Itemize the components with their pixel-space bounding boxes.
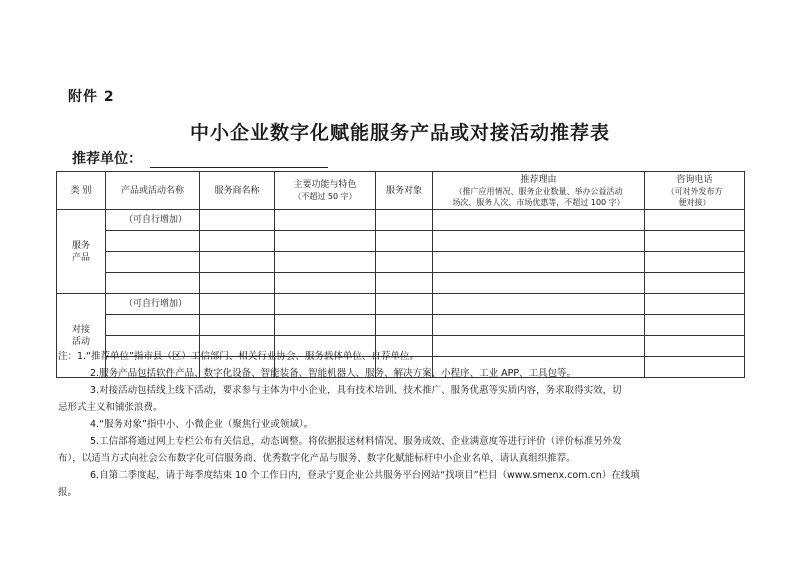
note-5: 5.工信部将通过网上专栏公布有关信息，动态调整。将依据报送材料情况、服务成效、企业满意度等进行评价（评价标准另外发 xyxy=(90,436,622,447)
table-cell[interactable] xyxy=(106,231,200,252)
note-5-continued: 布），以适当方式向社会公布数字化可信服务商、优秀数字化产品与服务、数字化赋能标杆中小企业名单，请认真组织推荐。 xyxy=(58,453,576,464)
table-cell[interactable] xyxy=(645,273,745,294)
note-6-continued: 报。 xyxy=(58,487,78,498)
notes-section xyxy=(58,348,748,501)
note-6: 6.自第二季度起，请于每季度结束 10 个工作日内，登录宁夏企业公共服务平台网站“找项目”栏目（www.smenx.com.cn）在线填 xyxy=(90,470,640,481)
table-cell[interactable] xyxy=(275,252,376,273)
recommendation-table xyxy=(56,171,745,378)
recommending-unit-label: 推荐单位： xyxy=(72,151,142,167)
recommending-unit-field[interactable] xyxy=(150,167,328,168)
table-cell[interactable] xyxy=(275,231,376,252)
table-cell[interactable] xyxy=(200,315,275,336)
table-cell[interactable] xyxy=(200,273,275,294)
table-cell[interactable] xyxy=(275,294,376,315)
table-cell[interactable] xyxy=(645,252,745,273)
table-row xyxy=(57,294,745,315)
table-cell[interactable] xyxy=(275,273,376,294)
table-row xyxy=(57,231,745,252)
header-features-sub: （不超过 50 字） xyxy=(293,192,357,201)
header-reason xyxy=(433,172,645,210)
add-row-hint: （可自行增加） xyxy=(106,210,200,231)
header-target: 服务对象 xyxy=(376,172,433,210)
note-3-continued: 忌形式主义和铺张浪费。 xyxy=(58,402,163,413)
table-cell[interactable] xyxy=(645,294,745,315)
table-row xyxy=(57,315,745,336)
table-cell[interactable] xyxy=(433,252,645,273)
table-cell[interactable] xyxy=(106,315,200,336)
add-row-hint: （可自行增加） xyxy=(106,294,200,315)
table-cell[interactable] xyxy=(433,231,645,252)
table-cell[interactable] xyxy=(376,294,433,315)
section-service-products xyxy=(57,210,106,294)
table-cell[interactable] xyxy=(275,210,376,231)
table-row xyxy=(57,252,745,273)
section-label-line1: 服务 xyxy=(71,240,90,251)
header-contact-main: 咨询电话 xyxy=(676,174,713,185)
header-provider-name: 服务商名称 xyxy=(200,172,275,210)
header-features-main: 主要功能与特色 xyxy=(293,180,357,190)
table-cell[interactable] xyxy=(376,273,433,294)
section-label-line2: 活动 xyxy=(71,336,90,347)
table-header-row xyxy=(57,172,745,210)
note-2: 2.服务产品包括软件产品、数字化设备、智能装备、智能机器人、服务、解决方案、小程序、工业 APP、工具包等。 xyxy=(90,368,577,379)
table-cell[interactable] xyxy=(433,273,645,294)
table-cell[interactable] xyxy=(200,231,275,252)
table-cell[interactable] xyxy=(433,210,645,231)
table-cell[interactable] xyxy=(376,210,433,231)
table-cell[interactable] xyxy=(376,315,433,336)
header-contact xyxy=(645,172,745,210)
section-label-line1: 对接 xyxy=(71,324,90,335)
table-cell[interactable] xyxy=(275,315,376,336)
table-cell[interactable] xyxy=(433,294,645,315)
table-cell[interactable] xyxy=(376,252,433,273)
header-reason-sub1: （推广应用情况、服务企业数量、举办公益活动 xyxy=(454,186,623,196)
header-category: 类 别 xyxy=(57,172,106,210)
note-4: 4.“服务对象”指中小、小微企业（聚焦行业或领域）。 xyxy=(90,419,314,430)
table-cell[interactable] xyxy=(200,252,275,273)
table-cell[interactable] xyxy=(106,252,200,273)
header-reason-sub2: 场次、服务人次、市场优惠等，不超过 100 字） xyxy=(452,197,625,207)
table-cell[interactable] xyxy=(645,231,745,252)
table-cell[interactable] xyxy=(645,315,745,336)
table-cell[interactable] xyxy=(200,210,275,231)
table-cell[interactable] xyxy=(433,315,645,336)
note-1: 注：1.“推荐单位”指市县（区）工信部门、相关行业协会、服务载体单位、自荐单位。 xyxy=(58,351,419,362)
table-cell[interactable] xyxy=(376,231,433,252)
header-contact-sub1: （可对外发布方 xyxy=(666,186,723,196)
attachment-label: 附件 2 xyxy=(68,89,115,105)
table-cell[interactable] xyxy=(645,210,745,231)
table-row xyxy=(57,273,745,294)
table-cell[interactable] xyxy=(200,294,275,315)
header-reason-main: 推荐理由 xyxy=(520,174,557,185)
table-row xyxy=(57,210,745,231)
header-contact-sub2: 便对接） xyxy=(678,197,711,207)
header-product-name: 产品或活动名称 xyxy=(106,172,200,210)
section-label-line2: 产品 xyxy=(71,252,90,263)
table-cell[interactable] xyxy=(106,273,200,294)
document-title: 中小企业数字化赋能服务产品或对接活动推荐表 xyxy=(189,122,610,144)
note-3: 3.对接活动包括线上线下活动，要求参与主体为中小企业，具有技术培训、技术推广、服务优惠等实质内容，务求取得实效，切 xyxy=(90,385,622,396)
header-features xyxy=(275,172,376,210)
